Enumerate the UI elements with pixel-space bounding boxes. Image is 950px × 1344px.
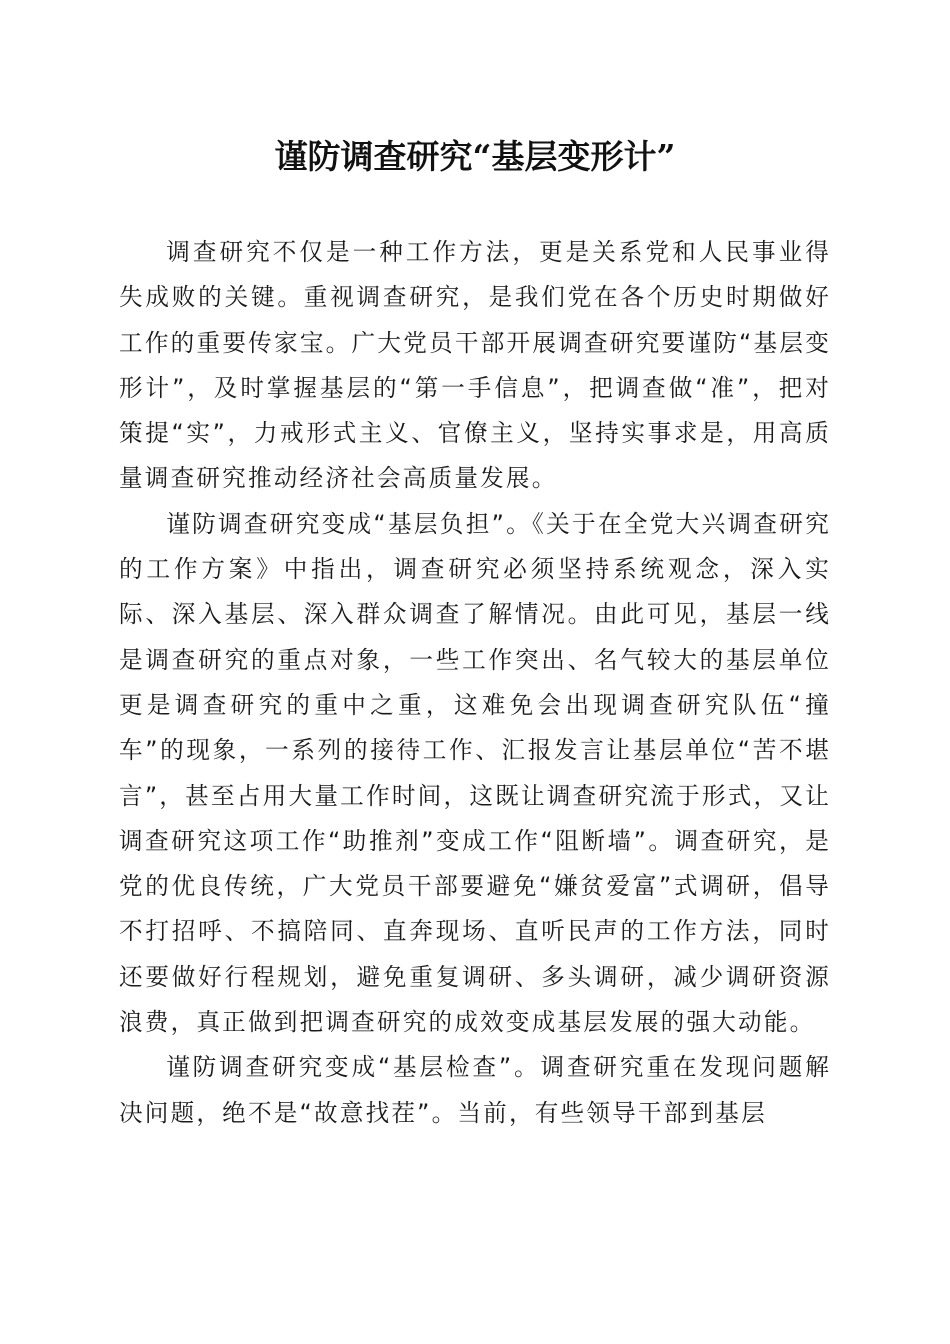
document-title: 谨防调查研究“基层变形计” [274, 137, 676, 176]
paragraph-3: 谨防调查研究变成“基层检查”。调查研究重在发现问题解决问题，绝不是“故意找茬”。当前，有些领导干部到基层 [119, 1053, 831, 1127]
paragraph-1: 调查研究不仅是一种工作方法，更是关系党和人民事业得失成败的关键。重视调查研究，是我们党在各个历史时期做好工作的重要传家宝。广大党员干部开展调查研究要谨防“基层变形计”，及时掌握基层的“第一手信息”，把调查做“准”，把对策提“实”，力戒形式主义、官僚主义，坚持实事求是，用高质量调查研究推动经济社会高质量发展。 [119, 238, 831, 493]
paragraph-2: 谨防调查研究变成“基层负担”。《关于在全党大兴调查研究的工作方案》中指出，调查研究必须坚持系统观念，深入实际、深入基层、深入群众调查了解情况。由此可见，基层一线是调查研究的重点对象，一些工作突出、名气较大的基层单位更是调查研究的重中之重，这难免会出现调查研究队伍“撞车”的现象，一系列的接待工作、汇报发言让基层单位“苦不堪言”，甚至占用大量工作时间，这既让调查研究流于形式，又让调查研究这项工作“助推剂”变成工作“阻断墙”。调查研究，是党的优良传统，广大党员干部要避免“嫌贫爱富”式调研，倡导不打招呼、不搞陪同、直奔现场、直听民声的工作方法，同时还要做好行程规划，避免重复调研、多头调研，减少调研资源浪费，真正做到把调查研究的成效变成基层发展的强大动能。 [119, 509, 831, 1037]
document-body [119, 230, 831, 1136]
